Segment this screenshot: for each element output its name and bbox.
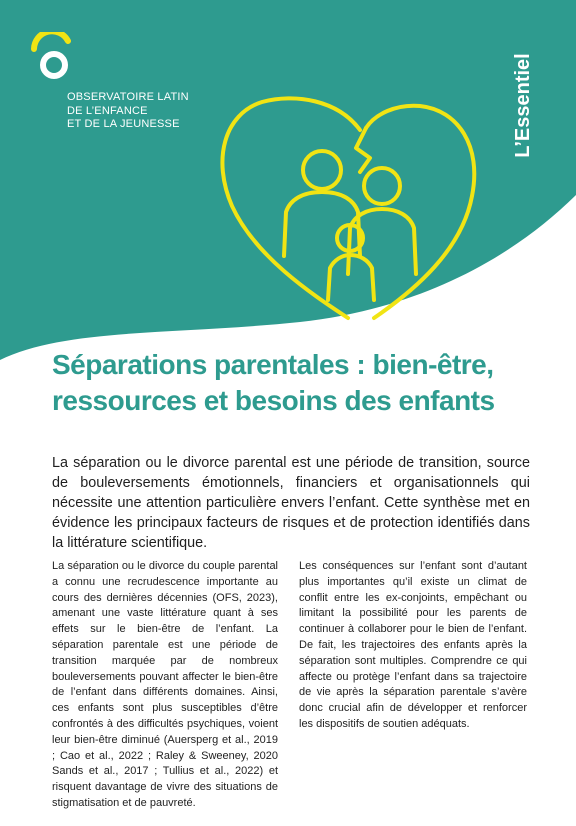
side-label-text: L’Essentiel [511, 52, 534, 158]
lead-paragraph: La séparation ou le divorce parental est une période de transition, source de bouleversements émotionnels, financiers et organisationnels qui nécessite une attention particulière envers l’enfant. Cette synthèse met en évidence les principaux facteurs de risques et de protection identifiés dans la littérature scientifique. [52, 455, 530, 551]
page-title [52, 347, 532, 419]
side-label [505, 40, 541, 170]
org-name-line-2: DE L’ENFANCE [67, 104, 148, 117]
title-line-2: ressources et besoins des enfants [52, 385, 495, 416]
broken-heart-family-icon [210, 88, 500, 328]
org-name-line-1: OBSERVATOIRE LATIN [67, 91, 189, 103]
body-left-column: La séparation ou le divorce du couple parental a connu une recrudescence importante au cours des dernières décennies (OFS, 2023), amenant une vaste littérature quant à ses effets sur le bien-être de l’enfant. La séparation parentale est une période de transition marquée par de nombreux bouleversements pouvant affecter le bien-être de l’enfant dans différents domaines. Ainsi, ces enfants sont plus susceptibles d’être confrontés à des difficultés psychiques, voient leur bien-être diminué (Auersperg et al., 2019 ; Cao et al., 2022 ; Raley & Sweeney, 2020 Sands et al., 2017 ; Tullius et al., 2022) et risquent davantage de vivre des situations de stigmatisation et de pauvreté. [52, 560, 278, 809]
title-line-1: Séparations parentales : bien-être, [52, 349, 494, 380]
org-name-line-3: ET DE LA JEUNESSE [67, 118, 180, 130]
logo-icon [26, 32, 82, 84]
body-right-column: Les conséquences sur l’enfant sont d’autant plus importantes qu’il existe un climat de conflit entre les ex-conjoints, empêchant ou limitant la possibilité pour les parents de continuer à collaborer pour le bien de l’enfant. De fait, les trajectoires des enfants après la séparation sont multiples. Comprendre ce qui affecte ou protège l’enfant dans sa trajectoire de vie après la séparation parentale s’avère donc crucial afin de développer et renforcer les dispositifs de soutien adéquats. [299, 560, 527, 730]
